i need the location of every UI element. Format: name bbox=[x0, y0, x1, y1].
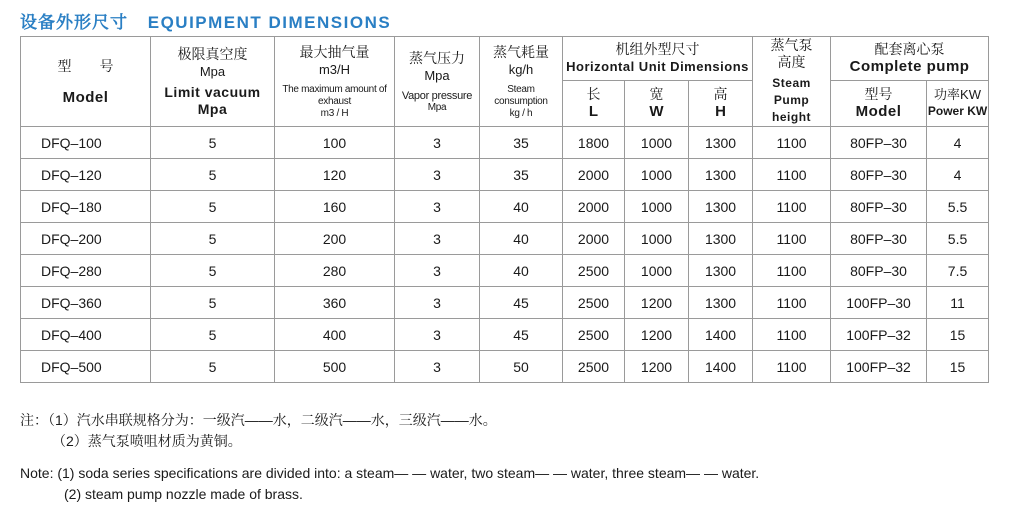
notes-cn bbox=[20, 410, 497, 452]
cell-steam: 35 bbox=[480, 127, 563, 159]
header-steam-en1: Steam consumption bbox=[494, 83, 548, 107]
cell-vapor: 3 bbox=[395, 223, 480, 255]
header-width bbox=[625, 80, 689, 126]
header-exhaust bbox=[275, 37, 395, 127]
cell-ph: 1100 bbox=[753, 351, 831, 383]
cell-exhaust: 500 bbox=[275, 351, 395, 383]
cell-power: 4 bbox=[927, 127, 989, 159]
table-row bbox=[21, 159, 989, 191]
cell-vapor: 3 bbox=[395, 127, 480, 159]
cell-w: 1200 bbox=[625, 319, 689, 351]
cell-l: 2000 bbox=[563, 191, 625, 223]
header-pump-model-en: Model bbox=[855, 103, 902, 121]
header-width-cn: 宽 bbox=[649, 86, 664, 103]
header-power-en: Power KW bbox=[927, 104, 988, 119]
cell-vacuum: 5 bbox=[151, 159, 275, 191]
page-title bbox=[20, 8, 391, 33]
cell-ph: 1100 bbox=[753, 127, 831, 159]
cell-pmodel: 80FP–30 bbox=[831, 191, 927, 223]
cell-l: 2500 bbox=[563, 319, 625, 351]
cell-model: DFQ–120 bbox=[21, 159, 151, 191]
header-pump-model bbox=[831, 80, 927, 126]
cell-model: DFQ–280 bbox=[21, 255, 151, 287]
cell-vacuum: 5 bbox=[151, 127, 275, 159]
cell-steam: 40 bbox=[480, 255, 563, 287]
cell-l: 2000 bbox=[563, 159, 625, 191]
table-row bbox=[21, 127, 989, 159]
header-pump-height-cn2: 高度 bbox=[777, 54, 806, 70]
cell-exhaust: 160 bbox=[275, 191, 395, 223]
cell-vacuum: 5 bbox=[151, 351, 275, 383]
cell-power: 15 bbox=[927, 319, 989, 351]
cell-model: DFQ–200 bbox=[21, 223, 151, 255]
cell-pmodel: 100FP–32 bbox=[831, 351, 927, 383]
cell-model: DFQ–360 bbox=[21, 287, 151, 319]
cell-steam: 50 bbox=[480, 351, 563, 383]
cell-model: DFQ–400 bbox=[21, 319, 151, 351]
header-vapor-cn: 蒸气压力 bbox=[409, 49, 465, 66]
header-pump-model-cn: 型号 bbox=[864, 86, 893, 103]
cell-power: 7.5 bbox=[927, 255, 989, 287]
header-pump-cn: 配套离心泵 bbox=[874, 41, 945, 58]
header-length-cn: 长 bbox=[586, 86, 601, 103]
table-row bbox=[21, 255, 989, 287]
header-steam-en2: kg / h bbox=[509, 107, 533, 119]
header-model-cn: 型 号 bbox=[57, 57, 114, 74]
title-en: EQUIPMENT DIMENSIONS bbox=[147, 13, 392, 32]
cell-steam: 45 bbox=[480, 287, 563, 319]
cell-h: 1300 bbox=[689, 223, 753, 255]
cell-h: 1300 bbox=[689, 191, 753, 223]
cell-pmodel: 80FP–30 bbox=[831, 255, 927, 287]
cell-w: 1200 bbox=[625, 287, 689, 319]
table-row bbox=[21, 319, 989, 351]
cell-w: 1000 bbox=[625, 159, 689, 191]
cell-vacuum: 5 bbox=[151, 319, 275, 351]
cell-pmodel: 80FP–30 bbox=[831, 223, 927, 255]
table-row bbox=[21, 287, 989, 319]
equipment-table bbox=[20, 36, 989, 383]
cell-vacuum: 5 bbox=[151, 287, 275, 319]
cell-w: 1000 bbox=[625, 127, 689, 159]
header-exhaust-cn: 最大抽气量 bbox=[299, 43, 370, 60]
header-vacuum-en2: Mpa bbox=[197, 100, 228, 117]
cell-ph: 1100 bbox=[753, 191, 831, 223]
header-exhaust-en1: The maximum amount of exhaust bbox=[282, 83, 387, 107]
header-vacuum bbox=[151, 37, 275, 127]
cell-pmodel: 100FP–32 bbox=[831, 319, 927, 351]
header-dims bbox=[563, 37, 753, 81]
header-pump-height bbox=[753, 37, 831, 127]
header-vapor-en2: Mpa bbox=[427, 101, 447, 113]
cell-model: DFQ–100 bbox=[21, 127, 151, 159]
cell-exhaust: 280 bbox=[275, 255, 395, 287]
cell-vacuum: 5 bbox=[151, 223, 275, 255]
note-cn-2: （2）蒸气泵喷咀材质为黄铜。 bbox=[52, 433, 242, 449]
header-width-en: W bbox=[649, 103, 664, 121]
cell-w: 1000 bbox=[625, 255, 689, 287]
table-row bbox=[21, 351, 989, 383]
cell-exhaust: 200 bbox=[275, 223, 395, 255]
header-pump bbox=[831, 37, 989, 81]
header-vapor-en1: Vapor pressure bbox=[401, 89, 473, 102]
header-vacuum-cn: 极限真空度 bbox=[177, 45, 248, 62]
cell-vapor: 3 bbox=[395, 255, 480, 287]
cell-exhaust: 100 bbox=[275, 127, 395, 159]
cell-model: DFQ–180 bbox=[21, 191, 151, 223]
header-steam bbox=[480, 37, 563, 127]
cell-steam: 40 bbox=[480, 191, 563, 223]
cell-model: DFQ–500 bbox=[21, 351, 151, 383]
header-length bbox=[563, 80, 625, 126]
cell-l: 1800 bbox=[563, 127, 625, 159]
cell-vacuum: 5 bbox=[151, 255, 275, 287]
cell-h: 1300 bbox=[689, 127, 753, 159]
header-height bbox=[689, 80, 753, 126]
cell-ph: 1100 bbox=[753, 223, 831, 255]
cell-vapor: 3 bbox=[395, 287, 480, 319]
cell-l: 2500 bbox=[563, 255, 625, 287]
header-length-en: L bbox=[588, 103, 599, 121]
header-vapor bbox=[395, 37, 480, 127]
header-power bbox=[927, 80, 989, 126]
table-body bbox=[21, 127, 989, 383]
cell-l: 2000 bbox=[563, 223, 625, 255]
header-exhaust-en2: m3 / H bbox=[320, 107, 349, 119]
header-steam-cn: 蒸气耗量 bbox=[493, 43, 549, 60]
header-pump-height-cn1: 蒸气泵 bbox=[770, 37, 813, 53]
cell-ph: 1100 bbox=[753, 159, 831, 191]
table-row bbox=[21, 223, 989, 255]
cell-vacuum: 5 bbox=[151, 191, 275, 223]
header-model bbox=[21, 37, 151, 127]
cell-power: 5.5 bbox=[927, 191, 989, 223]
note-en-1: Note: (1) soda series specifications are divided into: a steam— — water, two steam— — water, three steam— — water. bbox=[20, 465, 760, 481]
cell-vapor: 3 bbox=[395, 191, 480, 223]
header-vapor-unit: Mpa bbox=[424, 67, 450, 83]
cell-vapor: 3 bbox=[395, 351, 480, 383]
cell-w: 1000 bbox=[625, 223, 689, 255]
title-cn: 设备外形尺寸 bbox=[20, 13, 128, 32]
cell-pmodel: 80FP–30 bbox=[831, 159, 927, 191]
cell-w: 1200 bbox=[625, 351, 689, 383]
cell-h: 1300 bbox=[689, 255, 753, 287]
note-en-2: (2) steam pump nozzle made of brass. bbox=[64, 486, 303, 502]
cell-h: 1300 bbox=[689, 159, 753, 191]
cell-w: 1000 bbox=[625, 191, 689, 223]
cell-steam: 40 bbox=[480, 223, 563, 255]
cell-h: 1300 bbox=[689, 287, 753, 319]
header-exhaust-unit: m3/H bbox=[318, 61, 351, 77]
cell-power: 15 bbox=[927, 351, 989, 383]
header-power-cn: 功率KW bbox=[934, 87, 981, 103]
cell-h: 1400 bbox=[689, 351, 753, 383]
cell-h: 1400 bbox=[689, 319, 753, 351]
cell-vapor: 3 bbox=[395, 159, 480, 191]
cell-ph: 1100 bbox=[753, 255, 831, 287]
header-vacuum-en1: Limit vacuum bbox=[164, 83, 261, 100]
header-vacuum-unit: Mpa bbox=[199, 63, 226, 79]
header-pump-height-en2: height bbox=[772, 110, 812, 124]
cell-vapor: 3 bbox=[395, 319, 480, 351]
cell-l: 2500 bbox=[563, 287, 625, 319]
cell-steam: 45 bbox=[480, 319, 563, 351]
notes-en bbox=[20, 463, 759, 505]
cell-ph: 1100 bbox=[753, 287, 831, 319]
header-dims-cn: 机组外型尺寸 bbox=[615, 41, 700, 58]
cell-steam: 35 bbox=[480, 159, 563, 191]
header-pump-en: Complete pump bbox=[849, 58, 970, 76]
note-cn-1: 注：（1）汽水串联规格分为：一级汽——水，二级汽——水，三级汽——水。 bbox=[20, 412, 497, 428]
table-row bbox=[21, 191, 989, 223]
cell-power: 5.5 bbox=[927, 223, 989, 255]
cell-pmodel: 80FP–30 bbox=[831, 127, 927, 159]
cell-exhaust: 360 bbox=[275, 287, 395, 319]
cell-pmodel: 100FP–30 bbox=[831, 287, 927, 319]
cell-power: 11 bbox=[927, 287, 989, 319]
header-height-en: H bbox=[715, 103, 726, 121]
cell-l: 2500 bbox=[563, 351, 625, 383]
cell-exhaust: 120 bbox=[275, 159, 395, 191]
header-model-en: Model bbox=[62, 88, 109, 106]
cell-exhaust: 400 bbox=[275, 319, 395, 351]
header-dims-en: Horizontal Unit Dimensions bbox=[566, 59, 749, 75]
header-height-cn: 高 bbox=[713, 86, 728, 103]
cell-ph: 1100 bbox=[753, 319, 831, 351]
cell-power: 4 bbox=[927, 159, 989, 191]
header-steam-unit: kg/h bbox=[508, 61, 534, 77]
header-pump-height-en1: Steam Pump bbox=[772, 76, 811, 107]
